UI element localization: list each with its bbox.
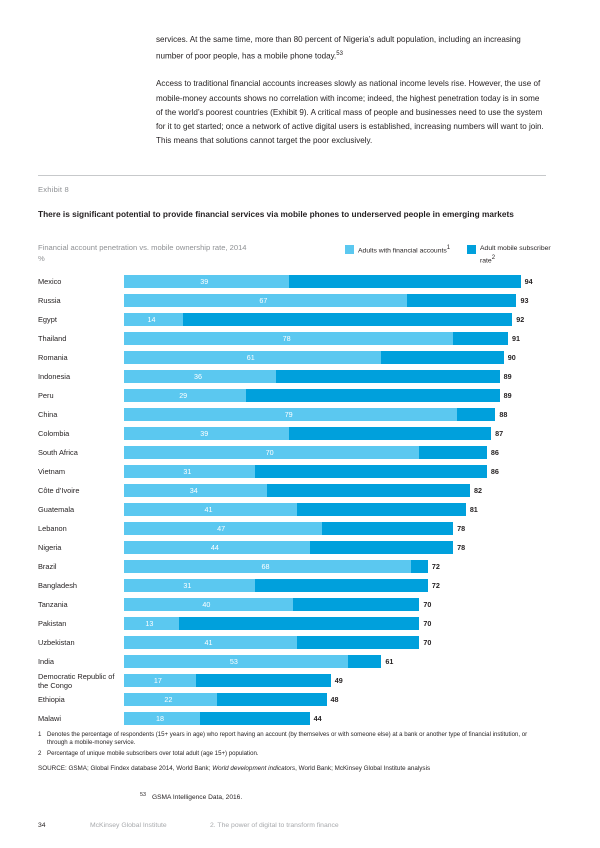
bar-value-financial-accounts: 17 (153, 676, 162, 685)
chart-row-label: Malawi (38, 714, 61, 723)
bar-value-mobile-subscriber: 70 (423, 600, 432, 609)
footer-page-number: 34 (38, 822, 46, 829)
chart-row (38, 652, 546, 671)
bar-value-mobile-subscriber: 81 (469, 505, 478, 514)
chart-row (38, 595, 546, 614)
bar-value-financial-accounts: 18 (155, 714, 164, 723)
source-suffix: , World Bank; McKinsey Global Institute analysis (295, 765, 431, 772)
bar-value-mobile-subscriber: 72 (431, 562, 440, 571)
paragraph-2: Access to traditional financial accounts increases slowly as national income levels rise. However, the use of mobile-money accounts shows no correlation with income; indeed, the highest penetration today is in some of the world’s poorest countries (Exhibit 9). A critical mass of people and businesses need to use the system for it to get started; once a network of active digital users is established, increasing numbers will want to join. This means that solutions cannot target the poor exclusively. (156, 79, 544, 146)
bar-value-mobile-subscriber: 93 (520, 296, 529, 305)
chart-row-label: Uzbekistan (38, 638, 75, 647)
bar-value-financial-accounts: 79 (284, 410, 293, 419)
bar-value-financial-accounts: 68 (261, 562, 270, 571)
bar-value-mobile-subscriber: 70 (423, 638, 432, 647)
chart-row (38, 709, 546, 728)
chart-row-plot (124, 291, 546, 310)
chart-row-plot (124, 443, 546, 462)
chart-row (38, 367, 546, 386)
chart-row-plot (124, 348, 546, 367)
chart-row-plot (124, 614, 546, 633)
chart-row-plot (124, 367, 546, 386)
chart-row-label: Tanzania (38, 600, 68, 609)
footnote-number: 1 (38, 731, 42, 738)
chart-row-label: Pakistan (38, 619, 67, 628)
chart-row-plot (124, 424, 546, 443)
chart-row (38, 443, 546, 462)
bar-value-mobile-subscriber: 48 (330, 695, 339, 704)
chart-row-plot (124, 405, 546, 424)
chart-row-label: Colombia (38, 429, 70, 438)
bar-value-financial-accounts: 78 (282, 334, 291, 343)
chart-row (38, 671, 546, 690)
chart-row-plot (124, 386, 546, 405)
chart-row (38, 500, 546, 519)
bar-value-financial-accounts: 14 (147, 315, 156, 324)
chart-row-label: Russia (38, 296, 61, 305)
chart-row (38, 291, 546, 310)
legend-item-financial-accounts (345, 244, 460, 256)
chart-row-plot (124, 576, 546, 595)
bar-value-financial-accounts: 67 (259, 296, 268, 305)
legend-swatch-dark (467, 245, 476, 254)
chart-row-label: Romania (38, 353, 68, 362)
bar-value-mobile-subscriber: 49 (334, 676, 343, 685)
chart-row-label: Côte d’Ivoire (38, 486, 80, 495)
footnote-number: 2 (38, 750, 42, 758)
chart-subtitle-unit: % (38, 254, 45, 263)
footnote (38, 731, 546, 747)
chart-row-plot (124, 329, 546, 348)
chart-row-plot (124, 500, 546, 519)
chart-row (38, 348, 546, 367)
chart-row-plot (124, 671, 546, 690)
bar-value-financial-accounts: 44 (210, 543, 219, 552)
chart-row-plot (124, 652, 546, 671)
bar-value-mobile-subscriber: 72 (431, 581, 440, 590)
chart-row-plot (124, 272, 546, 291)
footnote-ref-53: 53 (336, 51, 343, 58)
chart-row-label: India (38, 657, 55, 666)
footnote-text: Percentage of unique mobile subscribers over total adult (age 15+) population. (47, 750, 259, 758)
bar-value-mobile-subscriber: 92 (516, 315, 525, 324)
bar-value-financial-accounts: 61 (246, 353, 255, 362)
chart-row-label: Vietnam (38, 467, 65, 476)
chart-row-label: Brazil (38, 562, 57, 571)
chart-subtitle (38, 242, 358, 264)
bar-chart (38, 272, 546, 723)
chart-row (38, 386, 546, 405)
source-prefix: SOURCE: GSMA; Global Findex database 2014, World Bank; (38, 765, 213, 772)
chart-row (38, 633, 546, 652)
bar-value-financial-accounts: 34 (189, 486, 198, 495)
chart-row (38, 272, 546, 291)
bar-value-mobile-subscriber: 90 (507, 353, 516, 362)
bar-value-financial-accounts: 39 (200, 429, 209, 438)
bar-value-financial-accounts: 31 (183, 467, 192, 476)
chart-row (38, 481, 546, 500)
legend-sup-1: 1 (446, 245, 451, 251)
bar-value-financial-accounts: 13 (145, 619, 154, 628)
bar-value-financial-accounts: 40 (202, 600, 211, 609)
chart-row (38, 329, 546, 348)
footnote-text: Denotes the percentage of respondents (15+ years in age) who report having an account (by themselves or with someone else) at a bank or another type of financial institution, or through a mobile-money service. (47, 731, 528, 747)
chart-row (38, 310, 546, 329)
bar-value-mobile-subscriber: 91 (512, 334, 521, 343)
chart-row (38, 538, 546, 557)
chart-row-plot (124, 538, 546, 557)
chart-row (38, 424, 546, 443)
chart-row-label: Indonesia (38, 372, 71, 381)
chart-row-label: Thailand (38, 334, 67, 343)
bar-value-financial-accounts: 31 (183, 581, 192, 590)
legend-swatch-light (345, 245, 354, 254)
bar-value-financial-accounts: 36 (193, 372, 202, 381)
bar-value-mobile-subscriber: 78 (457, 524, 466, 533)
section-divider (38, 175, 546, 176)
bar-value-mobile-subscriber: 86 (490, 467, 499, 476)
legend-label-2: Adult mobile subscriber rate (480, 245, 551, 264)
bar-value-mobile-subscriber: 61 (385, 657, 394, 666)
chart-row (38, 690, 546, 709)
chart-row-plot (124, 481, 546, 500)
paragraph-1: services. At the same time, more than 80 percent of Nigeria’s adult population, including an increasing number of poor people, has a mobile phone today.$^{53}$ (156, 35, 521, 61)
bar-value-mobile-subscriber: 88 (499, 410, 508, 419)
bar-value-mobile-subscriber: 89 (503, 391, 512, 400)
bar-value-financial-accounts: 41 (204, 638, 213, 647)
bar-value-mobile-subscriber: 70 (423, 619, 432, 628)
chart-row (38, 614, 546, 633)
chart-row (38, 462, 546, 481)
chart-row (38, 576, 546, 595)
footnotes (38, 731, 546, 762)
footer-chapter: 2. The power of digital to transform finance (210, 822, 339, 829)
chart-row-label: Bangladesh (38, 581, 78, 590)
chart-row-label: Democratic Republic of the Congo (38, 671, 115, 690)
chart-row-plot (124, 310, 546, 329)
bar-value-mobile-subscriber: 78 (457, 543, 466, 552)
bar-value-mobile-subscriber: 94 (524, 277, 533, 286)
footnote (38, 750, 546, 758)
bar-value-mobile-subscriber: 87 (495, 429, 504, 438)
legend-item-mobile-subscriber (467, 244, 552, 265)
bar-value-mobile-subscriber: 82 (474, 486, 483, 495)
bar-value-financial-accounts: 47 (217, 524, 226, 533)
chart-row (38, 557, 546, 576)
bar-value-mobile-subscriber: 89 (503, 372, 512, 381)
chart-row-label: Lebanon (38, 524, 67, 533)
exhibit-label: Exhibit 8 (38, 185, 69, 194)
chart-row-label: Mexico (38, 277, 62, 286)
chart-row-label: Egypt (38, 315, 57, 324)
chart-row-plot (124, 462, 546, 481)
chart-row-label: China (38, 410, 58, 419)
chart-row-plot (124, 633, 546, 652)
chart-row-label: South Africa (38, 448, 78, 457)
body-text-block (156, 33, 546, 162)
bar-value-financial-accounts: 29 (179, 391, 188, 400)
chart-row-label: Peru (38, 391, 54, 400)
chart-row (38, 405, 546, 424)
chart-row (38, 519, 546, 538)
endnote-53 (140, 792, 242, 801)
legend-label-1: Adults with financial accounts (358, 247, 447, 255)
exhibit-title: There is significant potential to provide financial services via mobile phones to underserved people in emerging markets (38, 209, 514, 219)
bar-value-financial-accounts: 53 (229, 657, 238, 666)
footer-organization: McKinsey Global Institute (90, 822, 167, 829)
chart-row-plot (124, 595, 546, 614)
chart-row-label: Guatemala (38, 505, 75, 514)
bar-value-financial-accounts: 39 (200, 277, 209, 286)
bar-value-mobile-subscriber: 86 (490, 448, 499, 457)
chart-row-plot (124, 709, 546, 728)
bar-value-mobile-subscriber: 44 (313, 714, 322, 723)
source-line (38, 765, 546, 772)
bar-value-financial-accounts: 41 (204, 505, 213, 514)
bar-value-financial-accounts: 22 (164, 695, 173, 704)
chart-row-plot (124, 690, 546, 709)
chart-row-label: Ethiopia (38, 695, 65, 704)
endnote-number: 53 (140, 792, 146, 798)
chart-row-label: Nigeria (38, 543, 62, 552)
chart-row-plot (124, 519, 546, 538)
source-italic: World development indicators (212, 765, 296, 772)
bar-value-financial-accounts: 70 (265, 448, 274, 457)
chart-row-plot (124, 557, 546, 576)
chart-subtitle-line1: Financial account penetration vs. mobile ownership rate, 2014 (38, 243, 247, 252)
legend-sup-2: 2 (491, 254, 496, 261)
endnote-text: GSMA Intelligence Data, 2016. (152, 794, 243, 802)
